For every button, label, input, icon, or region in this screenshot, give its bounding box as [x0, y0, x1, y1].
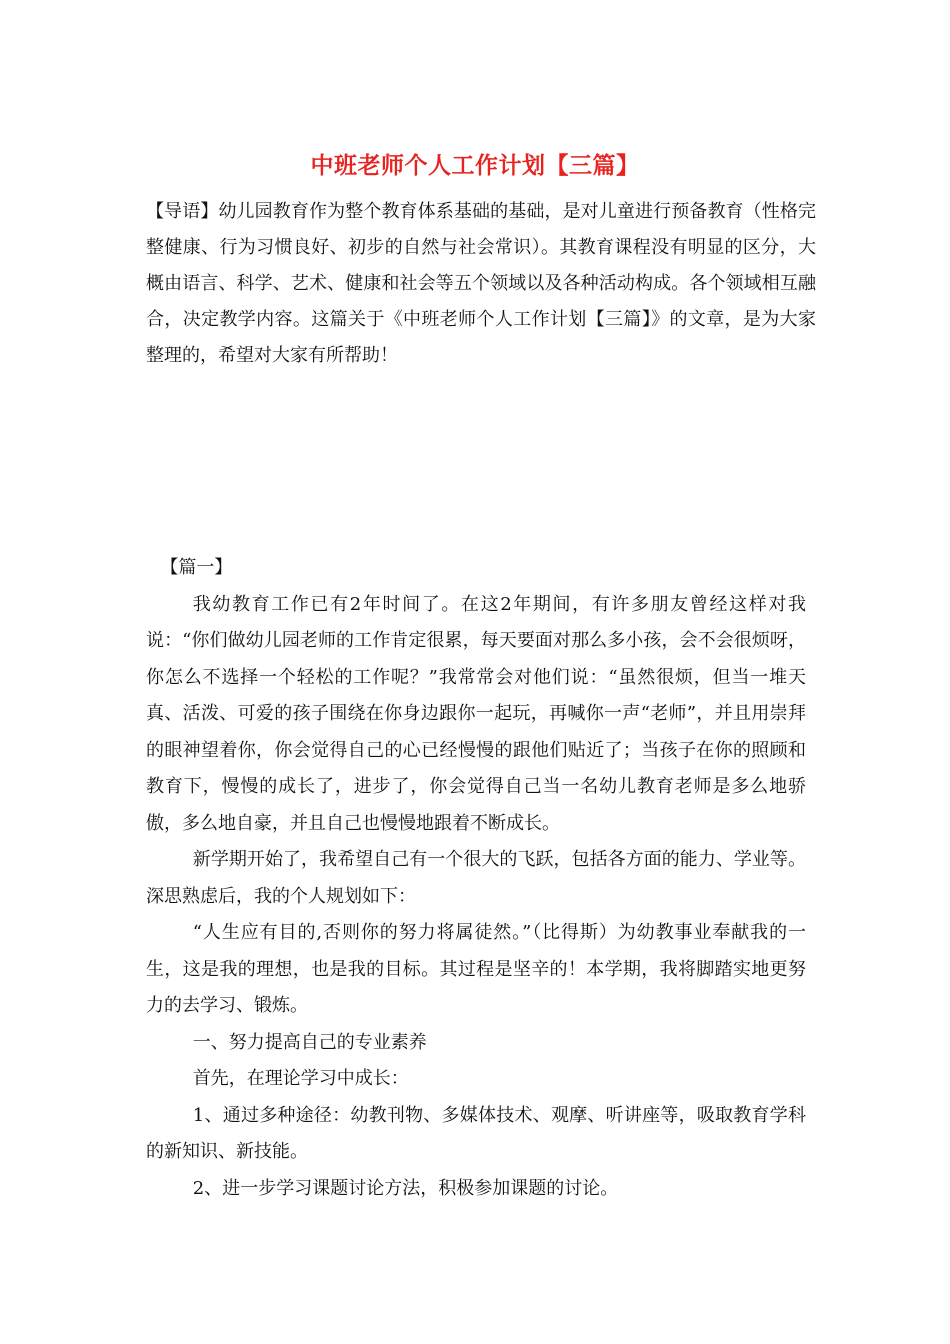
section-heading: 【篇一】 — [160, 557, 233, 578]
subsection-heading: 一、努力提高自己的专业素养 — [192, 1031, 427, 1053]
body-paragraph: “人生应有目的,否则你的努力将属徒然。”（比得斯）为幼教事业奉献我的一生，这是我的理想，也是我的目标。其过程是坚辛的！本学期，我将脚踏实地更努力的去学习、锻炼。 — [146, 922, 806, 1016]
list-item: 1、通过多种途径：幼教刊物、多媒体技术、观摩、听讲座等，吸取教育学科的新知识、新技能。 — [146, 1104, 806, 1162]
list-item: 2、进一步学习课题讨论方法，积极参加课题的讨论。 — [192, 1177, 619, 1199]
body-paragraph: 新学期开始了，我希望自己有一个很大的飞跃，包括各方面的能力、学业等。深思熟虑后，我的个人规划如下： — [146, 849, 806, 907]
body-paragraph: 我幼教育工作已有2年时间了。在这2年期间，有许多朋友曾经这样对我说：“你们做幼儿园老师的工作肯定很累，每天要面对那么多小孩，会不会很烦呀，你怎么不选择一个轻松的工作呢？”我常常会对他们说：“虽然很烦，但当一堆天真、活泼、可爱的孩子围绕在你身边跟你一起玩，再喊你一声“老师”，并且用崇拜的眼神望着你，你会觉得自己的心已经慢慢的跟他们贴近了；当孩子在你的照顾和教育下，慢慢的成长了，进步了，你会觉得自己当一名幼儿教育老师是多么地骄傲，多么地自豪，并且自己也慢慢地跟着不断成长。 — [146, 593, 806, 834]
document-title: 中班老师个人工作计划【三篇】 — [310, 152, 640, 179]
intro-paragraph: 【导语】幼儿园教育作为整个教育体系基础的基础，是对儿童进行预备教育（性格完整健康、行为习惯良好、初步的自然与社会常识）。其教育课程没有明显的区分，大概由语言、科学、艺术、健康和社会等五个领域以及各种活动构成。各个领域相互融合，决定教学内容。这篇关于《中班老师个人工作计划【三篇】》的文章，是为大家整理的，希望对大家有所帮助！ — [146, 201, 816, 366]
section-one — [146, 550, 806, 1207]
body-paragraph: 首先，在理论学习中成长： — [192, 1068, 409, 1089]
